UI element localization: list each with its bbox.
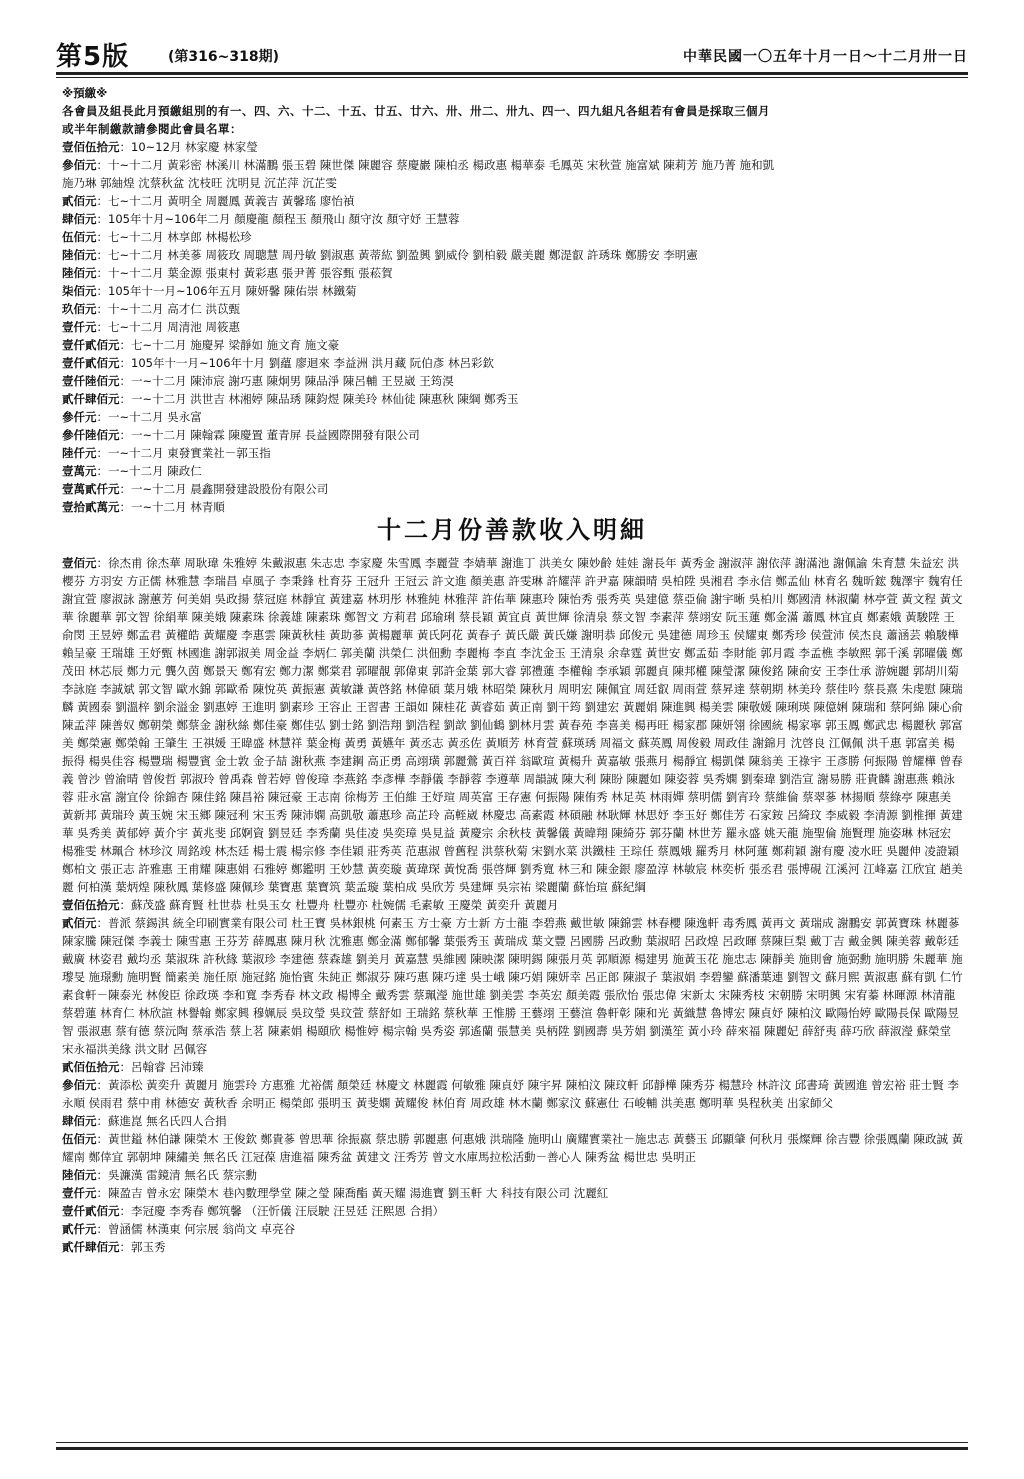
donor-names: ：吳濂漢 雷鏡清 無名氏 蔡宗勳 (96, 1168, 257, 1182)
donor-names: ：曾涵儒 林漢東 何宗展 翁尚文 卓亮谷 (96, 1222, 296, 1236)
donor-names: ：陳盈吉 曾永宏 陳榮木 巷內數理學堂 陳之瑩 陳喬酯 黃天耀 湯進寶 劉玉軒 大 科技有限公司 沈麗紅 (96, 1186, 609, 1200)
amount-label: 壹佰伍拾元 (62, 898, 120, 912)
prepay-intro-line-2: 或半年制繳款請參閱此會員名單： (62, 122, 242, 136)
donor-names: ：十~十二月 高才仁 洪苡甄 (96, 302, 240, 316)
amount-label: 壹萬貳仟元 (62, 482, 120, 496)
header-rule-thin (56, 77, 968, 78)
donor-names: ：105年十一月~106年五月 陳妍馨 陳佑崇 林鐵菊 (96, 284, 357, 298)
amount-label: 玖佰元 (62, 302, 97, 316)
amount-label: 壹仟元 (62, 320, 97, 334)
prepay-row (62, 228, 962, 246)
donor-names: ：十~十二月 葉金源 張東村 黃彩惠 張尹菁 張容甄 張菘賀 (96, 266, 393, 280)
donation-entry (62, 914, 966, 1058)
prepay-row (62, 282, 962, 300)
footer-rule-thick (56, 1447, 968, 1450)
amount-label: 壹仟貳佰元 (62, 356, 120, 370)
donor-names: ：一~十二月 吳永富 (96, 410, 202, 424)
prepay-row (62, 210, 962, 228)
amount-label: 參仟陸佰元 (62, 428, 120, 442)
prepay-row (62, 480, 962, 498)
donor-names: ：普派 蔡錫淇 統全印刷實業有限公司 杜王寶 吳林銀桃 何素玉 方士豪 方士新 方士龍 李碧燕 戴世敏 陳錦雲 林春櫻 陳逸軒 毒秀鳳 黃再文 黃瑞成 謝鵬安 郭黃寶珠 林麗蔘 陳家騰 陳冠傑 李義士 陳雪惠 王芬芳 薛鳳惠 陳月秋 沈雅惠 鄭金滿 鄭郁馨 葉張秀玉 黃瑞成 葉文豐 呂國勝 呂政勳 葉淑昭 呂政煌 呂政暉 蔡陳巨梨 戴丁吉 戴金興 陳美蓉 戴彰廷 戴廣 林姿君 戴均丞 葉淑珠 許秋緣 葉淑珍 李建德 蔡森雄 劉美月 黃嘉慧 吳維國 陳映潔 陳明錫 陳張月英 郭順源 楊建男 施黃玉花 施忠志 陳靜美 施則會 施弼勳 施明勝 朱麗華 施瓈旻 施璟勳 施明賢 簡素美 施任原 施冠銘 施怡賓 朱純正 鄭淑芬 陳巧惠 陳巧達 吳士峨 陳巧娟 陳妍幸 呂正郎 陳淑子 葉淑娟 李碧鑾 蘇潘葉連 劉智文 蘇月熙 黃淑惠 蘇有凱 仁竹素食軒－陳泰光 林俊臣 徐政瑛 李和寬 李秀春 林文政 楊博全 戴秀雲 蔡珮瀅 施世雄 劉美雲 李英宏 顏美霞 張欣怡 張忠偉 宋新太 宋陳秀枝 宋朝勝 宋明興 宋宥蓁 林暉源 林清龍 蔡碧蓮 林育仁 林欣諠 林譽翰 鄭家興 穆姵辰 吳玟瑩 吳玟萱 蔡舒如 王瑞銘 蔡秋華 王惟勝 王藝翊 王藝渲 魯軒彰 陳和光 黃織慧 魯博宏 陳貞妤 陳柏汶 歐陽怡婷 歐陽長保 歐陽昱智 張淑惠 蔡有德 蔡沅陶 蔡承浩 蔡上茗 陳素娟 楊頤欣 楊惟婷 楊宗翰 吳秀姿 郭遙蘭 張慧美 吳柄陞 劉國壽 吳芳娟 劉漢笙 黃小玲 薛來福 陳麗妃 薛舒夷 薛巧欣 薛淑瀅 蘇榮堂 宋永福洪美緣 洪文財 呂佩容 (62, 916, 963, 1056)
donor-names: ：蘇茂盛 蘇育賢 杜世恭 杜吳玉女 杜豐舟 杜豐亦 杜婉儒 毛素敏 王慶榮 黃奕升 黃麗月 (119, 898, 559, 912)
prepay-intro-line-1: 各會員及組長此月預繳組別的有一、四、六、十二、十五、廿五、廿六、卅、卅二、卅九、四一、四九組凡各組若有會員是採取三個月 (62, 104, 770, 118)
prepay-row (62, 372, 962, 390)
donor-names: ：徐杰甫 徐杰華 周耿瑋 朱雅婷 朱戴淑惠 朱志忠 李家慶 朱雪鳳 李麗萱 李婧華 謝進丁 洪美女 陳妙齡 娃娃 謝長年 黃秀金 謝淑萍 謝依萍 謝滿池 謝佩諭 朱育慧 朱益宏 洪櫻芬 方羽安 方正儒 林雅慧 李瑞昌 卓風子 李秉鋒 杜育芬 王冠升 王冠云 許文進 顏美惠 許雯琳 許耀萍 許尹嘉 陳韻晴 吳柏陞 吳湘君 李永信 鄭孟仙 林育名 魏昕鋐 魏澤宇 魏宥任 謝宜萱 廖淑詠 謝蕙芳 何美娟 吳政揚 蔡冠庭 林靜宜 黃建嘉 林玥彤 林雅純 林雅萍 許佑華 陳惠玲 陳怡秀 張秀英 吳建億 蔡亞倫 謝宇晰 吳柏川 鄭國清 林淑蘭 林亭萱 黃文程 黃文華 徐麗華 郭文智 徐絹華 陳美娥 陳素珠 徐義雄 陳素珠 鄭智文 方莉君 邱瑜琍 蔡長穎 黃宜貞 黃世輝 徐清泉 蔡文智 李素萍 蔡翊安 阮玉蓮 鄭金滿 蕭鳳 林宜貞 鄭素娥 黃駿陞 王俞閔 王昱婷 鄭孟君 黃權皓 黃耀慶 李惠雲 陳黃秋桂 黃助蔘 黃楊麗華 黃氏阿花 黃春子 黃氏嚴 黃氏嫌 謝明恭 邱俊元 吳建德 周珍玉 侯耀東 鄭秀珍 侯萱沛 侯杰良 蕭涵芸 賴駿樺 賴呈豪 王瑞雄 王妤甄 林國進 謝郭淑美 周金益 李炳仁 郭美蘭 洪榮仁 洪佃勳 李麗梅 李直 李沈金玉 王清泉 余韋霆 黃世安 鄭孟茹 李財能 郭月霞 李孟樵 李敏熙 郭千溪 郭曜儀 鄭茂田 林芯辰 鄭力元 龔久茵 鄭景天 鄭宥宏 鄭力潔 鄭棠君 郭曜靚 郭偉東 郭許金葉 郭大睿 郭禮蓮 李權翰 李承穎 郭麗貞 陳邦權 陳瑩潔 陳俊銘 陳俞安 王李仕承 游婉麗 郭胡川菊 李詠庭 李誠斌 郭文智 歐水錦 郭歐希 陳悅英 黃振憲 黃敏謙 黃啓銘 林偉碩 葉月娥 林昭榮 陳秋月 周明宏 陳佩宜 周廷叡 周雨萱 蔡昇達 蔡朝期 林美玲 蔡佳吟 蔡長熹 朱虔慰 陳瑞麟 黃國泰 劉溫梓 劉余溢金 劉惠婷 王進明 劉素珍 王容止 王習書 王韻如 陳桂花 黃睿茹 黃正南 劉干筠 劉建宏 黃麗娟 陳進興 楊美雲 陳敬媛 陳琍瑛 陳億娳 陳瑞和 蔡阿綿 陳心俞 陳孟萍 陳善奴 鄭朝榮 鄭蔡金 謝秋絲 鄭佳豪 鄭佳弘 劉士銘 劉浩翔 劉浩程 劉歆 劉仙鶴 劉林月雲 黃春苑 李喜美 楊再旺 楊家郡 陳妍翎 徐國統 楊家寧 郭玉鳳 鄭武忠 楊麗秋 郭富美 鄭榮憲 鄭榮翰 王肇生 王祺媛 王暐盛 林慧祥 葉金梅 黃勇 黃嬿年 黃丞志 黃丞佐 黃順芳 林育萱 蘇瑛琇 周福文 蘇英鳳 周俊毅 周政佳 謝錦月 沈啓良 江佩佩 洪千惠 郭富美 楊振得 楊吳佳容 楊豐瑞 楊豐賓 金士敦 金子喆 謝秋燕 李建鋼 高正勇 高翊璜 郭麗鶯 黃百祥 翁歐瑄 黃楊升 黃嘉敏 張燕月 楊靜宜 楊凱傑 陳翁美 王祿宇 王彥勝 何振陽 曾耀樺 曾春義 曾沙 曾渝晴 曾俊哲 郭淑玲 曾禹森 曾若婷 曾俊璋 李燕銘 李彥樺 李靜儀 李靜蓉 李遵華 周韻誠 陳大利 陳盼 陳麗如 陳姿蓉 吳秀嫻 劉秦瑋 劉浩宣 謝易勝 莊貴麟 謝惠燕 賴泳蓉 莊永富 謝宜伶 徐錦杏 陳佳銘 陳昌裕 陳冠豪 王志南 徐梅芳 王伯維 王妤瑄 周英富 王存憲 何振陽 陳侑秀 林足英 林雨嬋 蔡明儒 劉宵玲 蔡維倫 蔡翠蔘 林揚順 蔡綠亭 陳惠美 黃新邦 黃瑞玲 黃玉婉 宋玉鄉 陳冠利 宋玉秀 陳沛嫻 高凱敬 蕭惠珍 高芷玲 高輊崴 林慶忠 高素霞 林碩融 林耿輝 林思妤 李玉好 鄭佳芳 石家銨 呂綺玟 李威毅 李清源 劉椎揮 黃建華 吳秀美 黃郁婷 黃介宇 黃兆斐 邱婀資 劉昱廷 李秀蘭 吳佳凌 吳奕璋 吳見益 黃慶宗 余秋枝 黃馨儀 黃暐翔 陳綺芬 郭芬蘭 林世芳 羅永盛 姚天龍 施聖倫 施賢理 施姿琳 林冠宏 楊雅雯 林珮合 林珍汶 周銘竣 林杰廷 楊士震 楊宗修 李佳穎 莊秀英 范惠淑 曾舊程 洪蔡秋菊 宋劉水菜 洪鐵桂 王琮任 蔡鳳娥 羅秀月 林阿蓮 鄭莉穎 謝有慶 凌水旺 吳麗伸 凌證穎 鄭柏文 張正志 許雅惠 王甫耀 陳惠娟 石雅婷 鄭鑑明 王妙慧 黃奕璇 黃瑋琛 黃悅喬 張啓輝 劉秀寬 林三和 陳金銀 廖盈淳 林敏宸 林奕析 張丞君 張博硯 江溪河 江峰嘉 江欣宜 趙美麗 何柏漢 葉炳煌 陳秋鳳 葉修盛 陳佩珍 葉寶惠 葉寶筑 葉孟璇 葉柏成 吳欣芳 吳建輝 吳宗祐 梁麗蘭 蘇怡瑄 蘇紀綱 (62, 556, 963, 894)
prepay-title: ※預繳※ (62, 86, 108, 100)
donations-section (62, 554, 966, 1256)
donor-names: ：李冠慶 李秀春 鄭筑馨 （汪忻儀 汪辰駛 汪昱廷 汪熙恩 合捐） (119, 1204, 445, 1218)
prepay-row (62, 246, 962, 264)
prepay-row (62, 462, 962, 480)
amount-label: 貳仟肆佰元 (62, 1240, 120, 1254)
amount-label: 伍佰元 (62, 1132, 97, 1146)
prepay-row (62, 444, 962, 462)
donation-entry (62, 1058, 966, 1076)
donor-names: ：一~十二月 晨鑫開發建設股份有限公司 (119, 482, 329, 496)
amount-label: 壹仟陸佰元 (62, 374, 120, 388)
date-range: 中華民國一〇五年十月一日～十二月卅一日 (683, 49, 968, 65)
donor-names: ：七~十二月 林美蔘 周筱玫 周聰慧 周丹敏 劉淑惠 黃蒂紘 劉盈興 劉威伶 劉柏毅 嚴美麗 鄭湜叡 許琇珠 鄭勝安 李明憲 (96, 248, 698, 262)
amount-label: 壹仟貳佰元 (62, 1204, 120, 1218)
amount-label: 肆佰元 (62, 212, 97, 226)
amount-label: 參仟元 (62, 410, 97, 424)
donation-entry (62, 554, 966, 896)
amount-label: 陸佰元 (62, 266, 97, 280)
donor-names: ：七~十二月 黃明全 周麗鳳 黃義吉 黃馨瑤 廖怡禎 (96, 194, 355, 208)
donation-entry (62, 1220, 966, 1238)
amount-label: 壹仟貳佰元 (62, 338, 120, 352)
prepay-row (62, 336, 962, 354)
amount-label: 貳佰元 (62, 194, 97, 208)
amount-label: 貳佰元 (62, 916, 97, 930)
amount-label: 柒佰元 (62, 284, 97, 298)
amount-label: 貳佰伍拾元 (62, 1060, 120, 1074)
amount-label: 貳仟元 (62, 1222, 97, 1236)
donor-names: ：一~十二月 東發實業社－郭玉指 (96, 446, 271, 460)
amount-label: 肆佰元 (62, 1114, 97, 1128)
donor-names: ：一~十二月 陳翰霖 陳慶置 董青屏 長益國際開發有限公司 (119, 428, 420, 442)
amount-label: 壹拾貳萬元 (62, 500, 120, 514)
donor-names: ：黃添松 黃奕升 黃麗月 施雲玲 方惠雅 尤裕儒 顏榮廷 林慶文 林麗霞 何敏雅 陳貞妤 陳宇昇 陳柏汶 陳玟軒 邱靜樺 陳秀芬 楊慧玲 林許汶 邱書琦 黃國進 曾宏裕 莊士賢 李永順 侯雨君 蔡中甫 林德安 黃秋香 余明正 楊榮郎 張明玉 黃斐嫻 黃耀俊 林伯育 周政雄 林木蘭 鄭家汶 蘇憲仕 石峻輔 洪美惠 鄭明華 吳程秋美 出家師父 (62, 1078, 959, 1110)
prepay-row (62, 426, 962, 444)
prepay-row (62, 192, 962, 210)
donor-names: ：105年十月~106年二月 顏慶龍 顏程玉 顏飛山 顏守汝 顏守妤 王慧蓉 (96, 212, 460, 226)
prepay-row (62, 408, 962, 426)
edition-label: 第5版 (56, 42, 130, 72)
donor-names: ：一~十二月 林青順 (119, 500, 225, 514)
prepay-row (62, 156, 962, 174)
page-header (56, 36, 968, 72)
header-rule-thick (56, 72, 968, 75)
prepay-section (62, 84, 962, 516)
amount-label: 壹佰伍拾元 (62, 140, 120, 154)
footer-rule-thin (56, 1442, 968, 1443)
donations-list (62, 554, 966, 1256)
prepay-row (62, 390, 962, 408)
donations-title: 十二月份善款收入明細 (377, 516, 647, 544)
donation-entry (62, 1112, 966, 1130)
donor-names: ：黃世鎰 林伯謙 陳榮木 王俊欽 鄭貴蔘 曾思華 徐振嬴 蔡忠勝 郭麗惠 何惠娥 洪瑞隆 施明山 廣耀實業社－施忠志 黃藝玉 邱顯肇 何秋月 張燦輝 徐吉豐 徐張鳳蘭 陳政誠 黃耀南 鄭倖宜 郭朝坤 陳繡美 無名氏 江冠葆 唐進福 陳秀盆 黃建文 汪秀芳 曾文水庫馬拉松活動－善心人 陳秀盆 楊世忠 吳明正 (62, 1132, 964, 1164)
donor-names: 施乃琳 郭紬煌 沈蔡秋盆 沈枝旺 沈明見 沉芷萍 沉芷雯 (62, 176, 337, 190)
amount-label: 壹仟元 (62, 1186, 97, 1200)
amount-label: 貳仟肆佰元 (62, 392, 120, 406)
donation-entry (62, 896, 966, 914)
amount-label: 陸佰元 (62, 248, 97, 262)
prepay-row (62, 300, 962, 318)
amount-label: 陸佰元 (62, 1168, 97, 1182)
donation-entry (62, 1238, 966, 1256)
donor-names: ：呂翰睿 呂沛臻 (119, 1060, 204, 1074)
donor-names: ：一~十二月 洪世吉 林湘婷 陳品琇 陳鈞煜 陳美玲 林仙徒 陳惠秋 陳綱 鄭秀玉 (119, 392, 519, 406)
donor-names: ：一~十二月 陳沛宸 謝巧惠 陳炯男 陳品淨 陳呂輔 王昱崴 王筠湨 (119, 374, 454, 388)
prepay-row (62, 354, 962, 372)
donation-entry (62, 1184, 966, 1202)
prepay-row (62, 264, 962, 282)
donor-names: ：10~12月 林家慶 林家瑩 (119, 140, 258, 154)
donor-names: ：105年十一月~106年十月 劉蘊 廖迴來 李益洲 洪月藏 阮伯彥 林呂彩欽 (119, 356, 494, 370)
donor-names: ：蘇進崑 無名氏四人合捐 (96, 1114, 227, 1128)
issue-range: (第316~318期) (168, 49, 279, 65)
donation-entry (62, 1130, 966, 1166)
amount-label: 參佰元 (62, 1078, 97, 1092)
donor-names: ：一~十二月 陳政仁 (96, 464, 202, 478)
donor-names: ：七~十二月 施慶昇 梁靜如 施文育 施文豪 (119, 338, 340, 352)
prepay-list (62, 138, 962, 516)
amount-label: 壹佰元 (62, 556, 97, 570)
amount-label: 壹萬元 (62, 464, 97, 478)
donation-entry (62, 1166, 966, 1184)
donor-names: ：七~十二月 林享郎 林楊松珍 (96, 230, 252, 244)
amount-label: 參佰元 (62, 158, 97, 172)
donor-names: ：七~十二月 周清池 周筱惠 (96, 320, 240, 334)
amount-label: 伍佰元 (62, 230, 97, 244)
prepay-row (62, 138, 962, 156)
prepay-row (62, 318, 962, 336)
prepay-row (62, 174, 962, 192)
donation-entry (62, 1202, 966, 1220)
donor-names: ：十~十二月 黃彩密 林溪川 林滿鵬 張玉碧 陳世傑 陳麗容 蔡慶巖 陳柏丞 楊政惠 楊華泰 毛鳳英 宋秋萱 施富斌 陳莉芳 施乃菁 施和凱 (96, 158, 775, 172)
donation-entry (62, 1076, 966, 1112)
amount-label: 陸仟元 (62, 446, 97, 460)
donor-names: ：郭玉秀 (119, 1240, 166, 1254)
